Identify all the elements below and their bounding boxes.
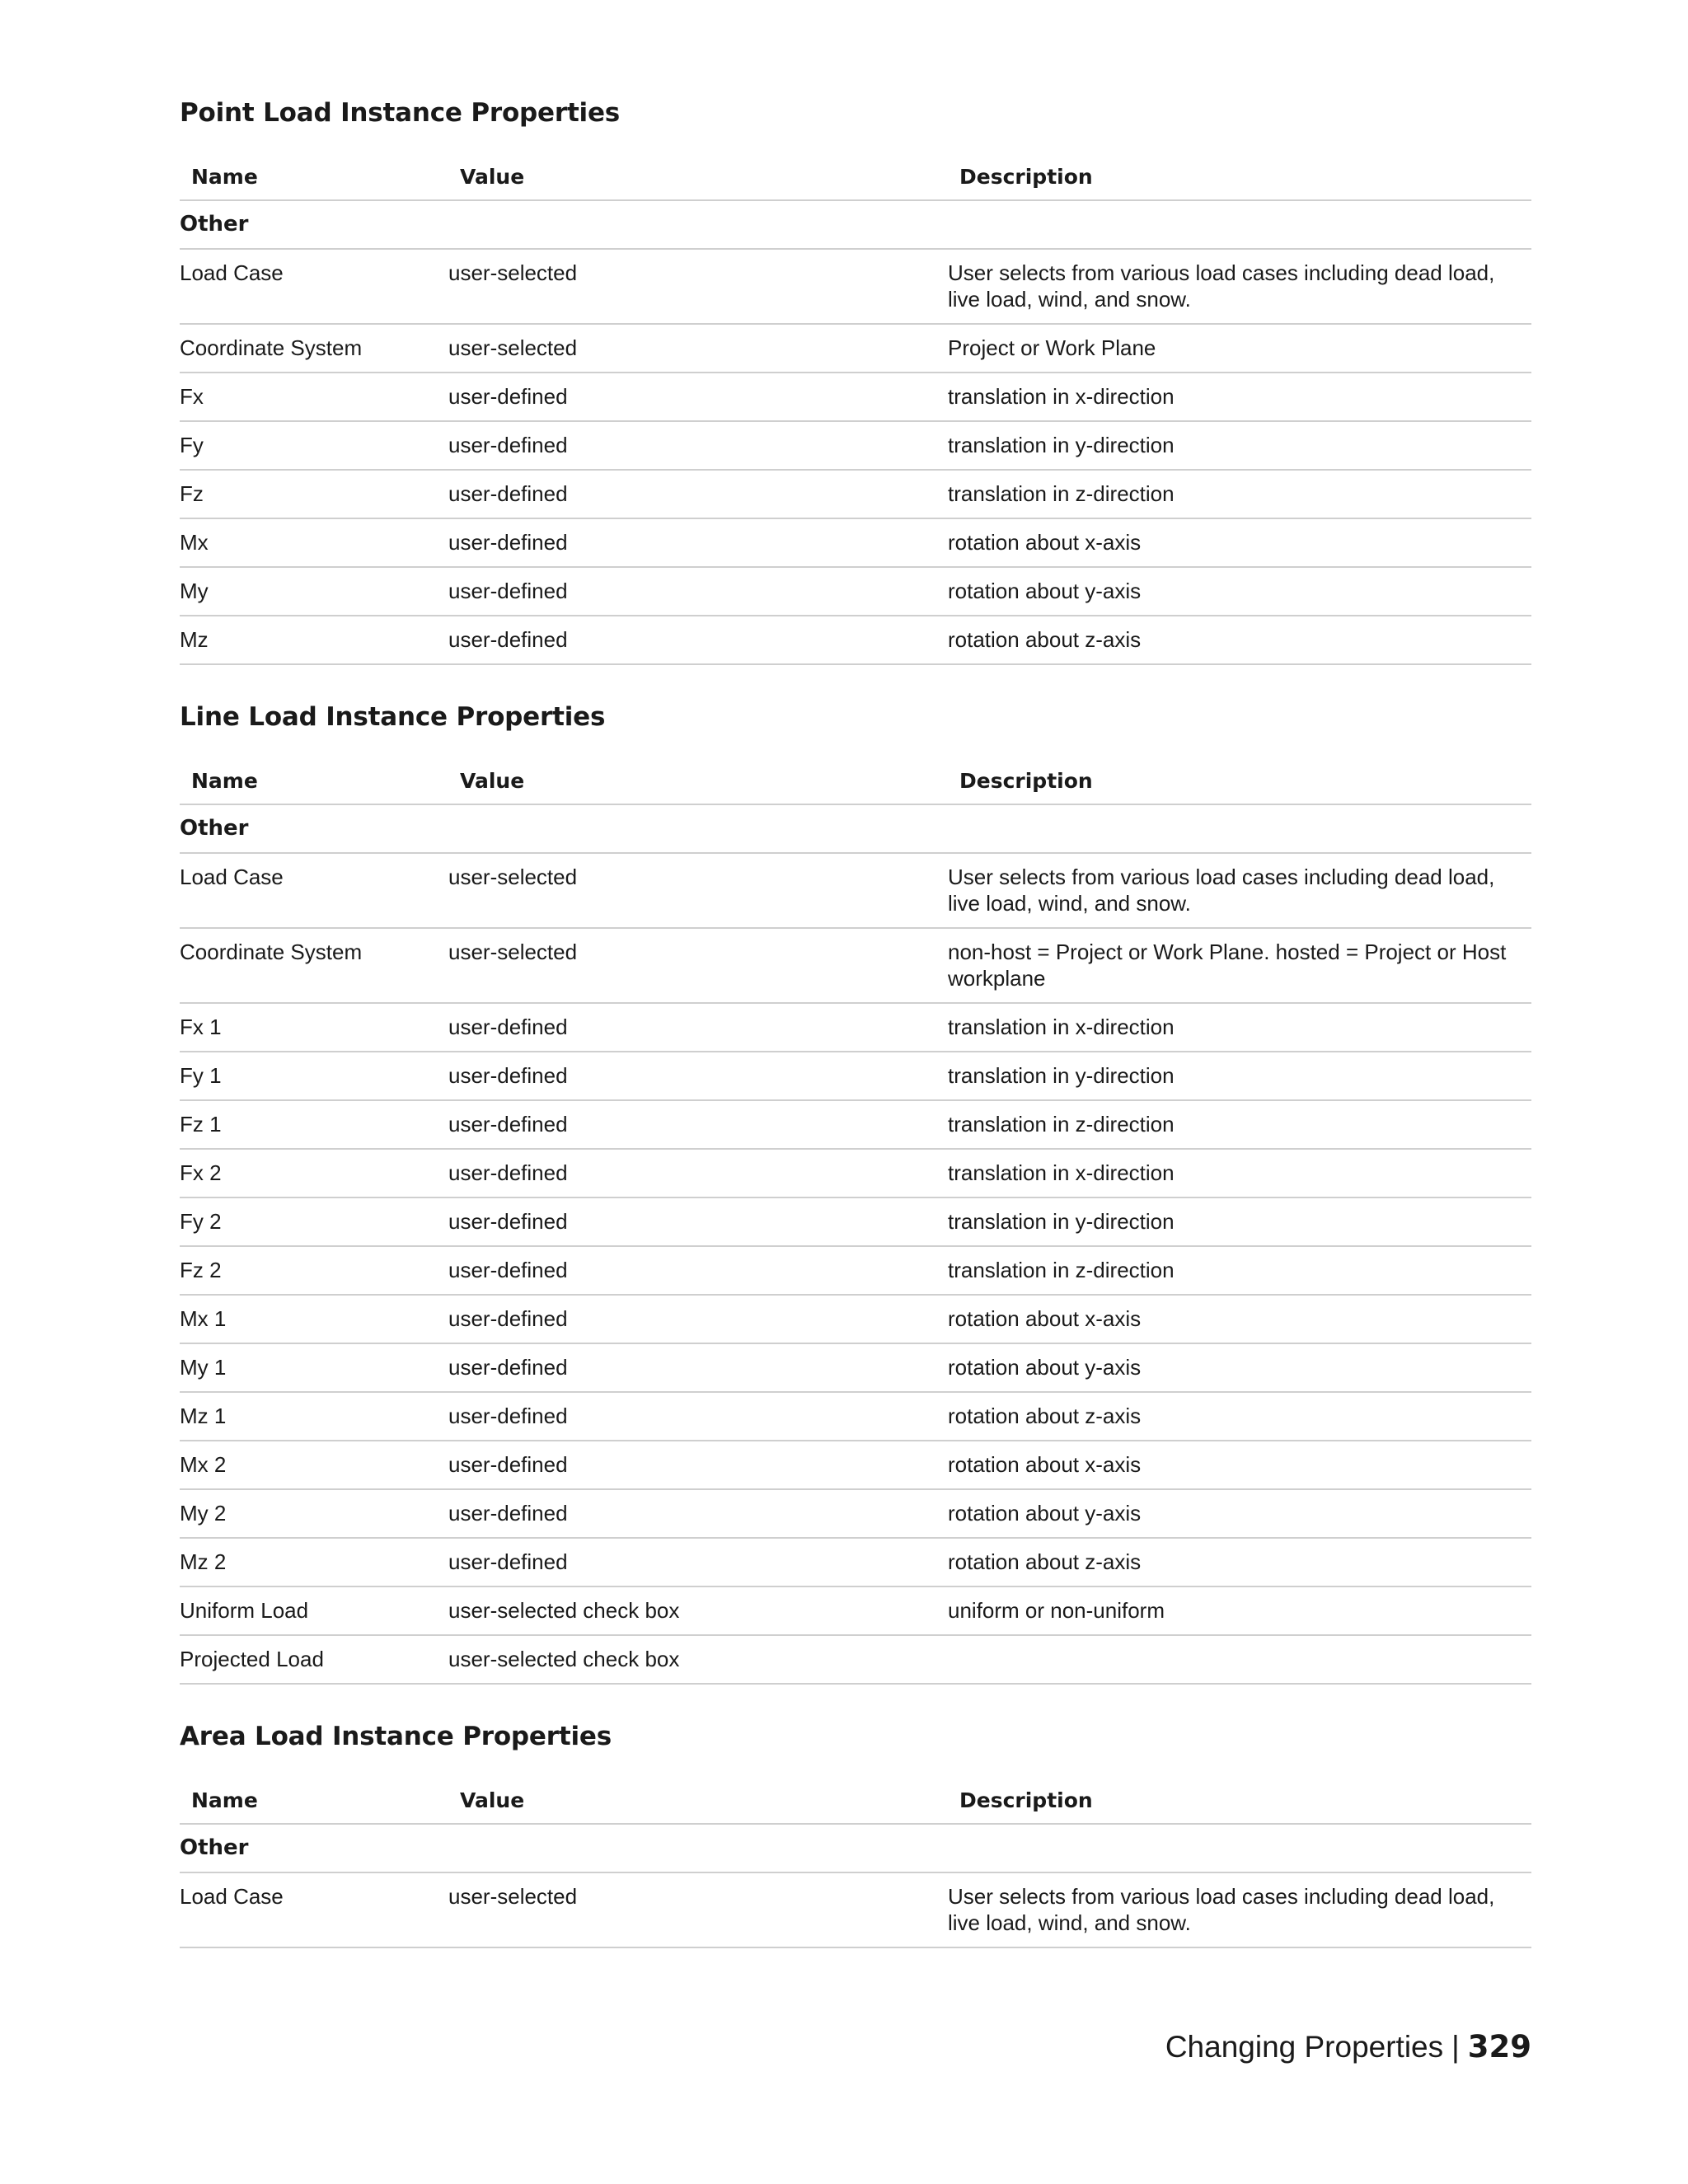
table-row — [180, 853, 1531, 928]
properties-table — [180, 154, 1531, 665]
row-name: Fy — [180, 421, 448, 470]
row-description: User selects from various load cases including dead load, live load, wind, and snow. — [948, 249, 1531, 324]
row-value: user-selected — [448, 853, 948, 928]
row-value: user-defined — [448, 1003, 948, 1052]
row-name: Coordinate System — [180, 928, 448, 1003]
page-content — [180, 92, 1531, 1948]
row-name: Mz 1 — [180, 1392, 448, 1441]
row-name: Fz 1 — [180, 1100, 448, 1149]
row-name: Fz — [180, 470, 448, 518]
row-name: Fx — [180, 373, 448, 421]
row-description: translation in y-direction — [948, 421, 1531, 470]
row-name: Fx 2 — [180, 1149, 448, 1197]
table-header-row — [180, 154, 1531, 200]
table-row — [180, 518, 1531, 567]
row-description: rotation about x-axis — [948, 1441, 1531, 1489]
table-row — [180, 1635, 1531, 1684]
row-name: Mx 1 — [180, 1295, 448, 1343]
row-name: Fz 2 — [180, 1246, 448, 1295]
row-name: Mz 2 — [180, 1538, 448, 1586]
table-row — [180, 616, 1531, 664]
table-row — [180, 1100, 1531, 1149]
row-description: non-host = Project or Work Plane. hosted = Project or Host workplane — [948, 928, 1531, 1003]
row-description: translation in x-direction — [948, 1003, 1531, 1052]
section-title: Area Load Instance Properties — [180, 1722, 612, 1751]
row-value: user-defined — [448, 1246, 948, 1295]
table-row — [180, 1343, 1531, 1392]
row-value: user-defined — [448, 1149, 948, 1197]
column-header-name: Name — [180, 1778, 448, 1824]
row-description: translation in x-direction — [948, 1149, 1531, 1197]
row-name: Fx 1 — [180, 1003, 448, 1052]
row-name: Fy 2 — [180, 1197, 448, 1246]
row-name: Mx — [180, 518, 448, 567]
table-row — [180, 373, 1531, 421]
table-row — [180, 928, 1531, 1003]
row-name: Projected Load — [180, 1635, 448, 1684]
row-value: user-defined — [448, 1100, 948, 1149]
column-header-description: Description — [948, 154, 1531, 200]
table-row — [180, 421, 1531, 470]
row-name: Mx 2 — [180, 1441, 448, 1489]
row-value: user-defined — [448, 1197, 948, 1246]
table-row — [180, 567, 1531, 616]
column-header-name: Name — [180, 758, 448, 804]
table-row — [180, 249, 1531, 324]
table-header-row — [180, 1778, 1531, 1824]
row-name: Mz — [180, 616, 448, 664]
row-name: Load Case — [180, 853, 448, 928]
table-row — [180, 1052, 1531, 1100]
row-value: user-defined — [448, 373, 948, 421]
row-description: rotation about z-axis — [948, 1392, 1531, 1441]
column-header-name: Name — [180, 154, 448, 200]
row-description: rotation about z-axis — [948, 1538, 1531, 1586]
row-description: translation in z-direction — [948, 1246, 1531, 1295]
section-title: Line Load Instance Properties — [180, 702, 606, 732]
row-value: user-defined — [448, 1392, 948, 1441]
footer-separator: | — [1451, 2030, 1460, 2064]
section-area-load — [180, 1716, 1531, 1948]
page-number: 329 — [1467, 2029, 1531, 2064]
group-row — [180, 804, 1531, 853]
table-row — [180, 1149, 1531, 1197]
table-row — [180, 1538, 1531, 1586]
row-name: Uniform Load — [180, 1586, 448, 1635]
row-description: rotation about y-axis — [948, 1489, 1531, 1538]
row-value: user-selected check box — [448, 1586, 948, 1635]
row-description — [948, 1635, 1531, 1684]
row-value: user-defined — [448, 1052, 948, 1100]
row-description: uniform or non-uniform — [948, 1586, 1531, 1635]
row-value: user-defined — [448, 567, 948, 616]
table-row — [180, 324, 1531, 373]
section-title: Point Load Instance Properties — [180, 98, 621, 128]
row-description: Project or Work Plane — [948, 324, 1531, 373]
table-row — [180, 470, 1531, 518]
row-value: user-defined — [448, 1538, 948, 1586]
group-label: Other — [180, 804, 1531, 853]
table-row — [180, 1441, 1531, 1489]
row-description: translation in z-direction — [948, 470, 1531, 518]
row-description: rotation about x-axis — [948, 518, 1531, 567]
table-row — [180, 1197, 1531, 1246]
table-header-row — [180, 758, 1531, 804]
group-label: Other — [180, 200, 1531, 249]
row-value: user-defined — [448, 1295, 948, 1343]
row-value: user-defined — [448, 470, 948, 518]
row-name: Coordinate System — [180, 324, 448, 373]
row-value: user-selected — [448, 1872, 948, 1947]
row-value: user-defined — [448, 1441, 948, 1489]
row-value: user-defined — [448, 616, 948, 664]
row-description: User selects from various load cases including dead load, live load, wind, and snow. — [948, 1872, 1531, 1947]
row-value: user-defined — [448, 1489, 948, 1538]
row-name: Fy 1 — [180, 1052, 448, 1100]
row-description: translation in x-direction — [948, 373, 1531, 421]
row-value: user-selected — [448, 324, 948, 373]
row-description: User selects from various load cases including dead load, live load, wind, and snow. — [948, 853, 1531, 928]
column-header-value: Value — [448, 1778, 948, 1824]
row-name: Load Case — [180, 249, 448, 324]
column-header-description: Description — [948, 758, 1531, 804]
section-point-load — [180, 92, 1531, 665]
properties-table — [180, 758, 1531, 1685]
row-description: rotation about y-axis — [948, 567, 1531, 616]
row-description: translation in y-direction — [948, 1052, 1531, 1100]
row-value: user-defined — [448, 518, 948, 567]
table-row — [180, 1246, 1531, 1295]
row-description: translation in z-direction — [948, 1100, 1531, 1149]
row-value: user-selected check box — [448, 1635, 948, 1684]
section-line-load — [180, 696, 1531, 1685]
row-description: rotation about y-axis — [948, 1343, 1531, 1392]
row-description: rotation about x-axis — [948, 1295, 1531, 1343]
table-row — [180, 1489, 1531, 1538]
footer-chapter-title: Changing Properties — [1165, 2030, 1444, 2064]
table-row — [180, 1392, 1531, 1441]
row-value: user-selected — [448, 249, 948, 324]
group-row — [180, 1824, 1531, 1872]
row-name: Load Case — [180, 1872, 448, 1947]
table-row — [180, 1295, 1531, 1343]
properties-table — [180, 1778, 1531, 1948]
group-row — [180, 200, 1531, 249]
row-description: rotation about z-axis — [948, 616, 1531, 664]
table-row — [180, 1872, 1531, 1947]
table-row — [180, 1586, 1531, 1635]
column-header-value: Value — [448, 154, 948, 200]
row-name: My 2 — [180, 1489, 448, 1538]
row-value: user-selected — [448, 928, 948, 1003]
row-name: My 1 — [180, 1343, 448, 1392]
column-header-description: Description — [948, 1778, 1531, 1824]
row-description: translation in y-direction — [948, 1197, 1531, 1246]
row-name: My — [180, 567, 448, 616]
group-label: Other — [180, 1824, 1531, 1872]
table-row — [180, 1003, 1531, 1052]
row-value: user-defined — [448, 421, 948, 470]
page-footer — [1165, 2029, 1531, 2064]
row-value: user-defined — [448, 1343, 948, 1392]
column-header-value: Value — [448, 758, 948, 804]
